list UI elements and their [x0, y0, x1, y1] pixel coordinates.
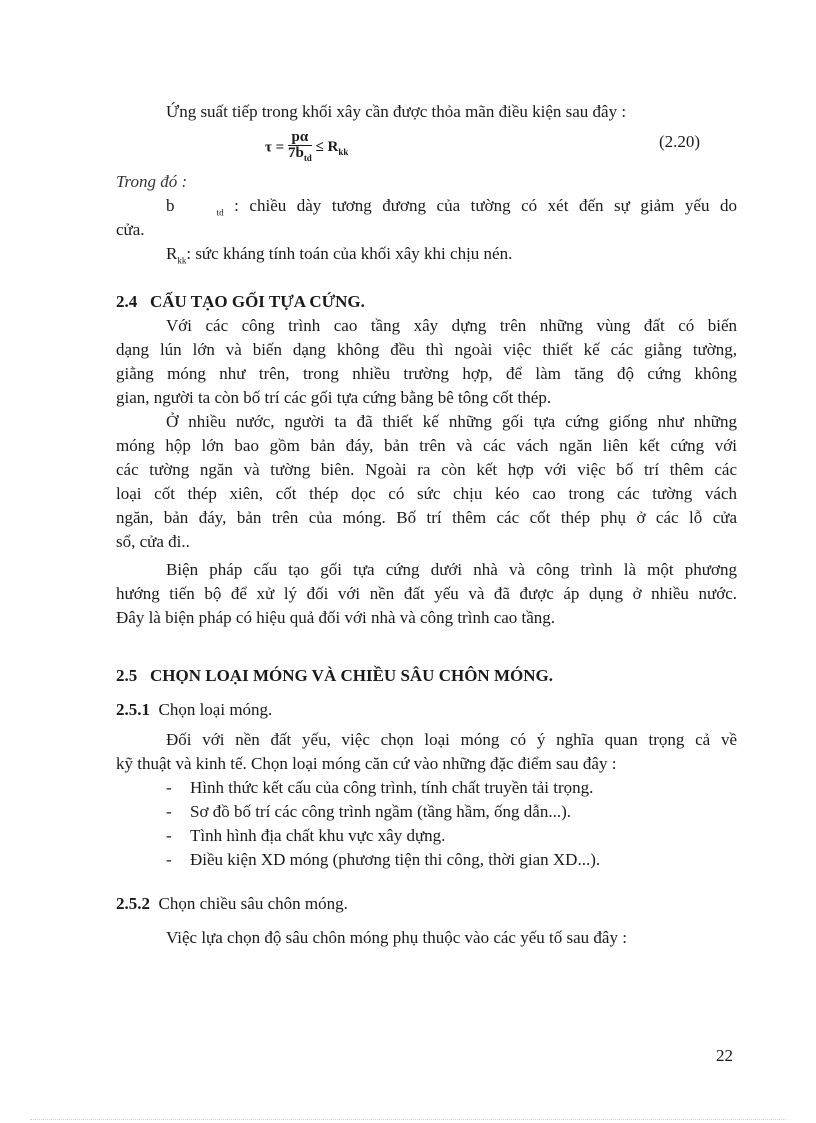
- s24-p1-line1: Với các công trình cao tầng xây dựng trên những vùng đất có biến: [166, 316, 737, 335]
- bullet-marker: -: [166, 850, 172, 869]
- def2-sub: kk: [177, 255, 187, 266]
- formula-tau: τ =: [265, 139, 285, 156]
- formula-rhs: [315, 139, 349, 158]
- bullet-item-4: Điều kiện XD móng (phương tiện thi công, thời gian XD...).: [190, 850, 601, 869]
- page-number: 22: [716, 1046, 733, 1065]
- def1-symbol: b: [166, 196, 175, 215]
- section-2-5-2-heading: [116, 892, 348, 916]
- def2-text: : sức kháng tính toán của khối xây khi chịu nén.: [186, 244, 513, 263]
- bullet-item-2: Sơ đồ bố trí các công trình ngầm (tầng hầm, ống dẫn...).: [190, 802, 572, 821]
- def1-text: : chiều dày tương đương của tường có xét đến sự giảm yếu do: [234, 196, 738, 215]
- formula-denominator-sub: td: [303, 153, 312, 163]
- def1-line1: [166, 194, 737, 224]
- formula-fraction: [288, 130, 312, 166]
- section-2-4-heading: [116, 290, 365, 314]
- s24-p3-line1: Biện pháp cấu tạo gối tựa cứng dưới nhà và công trình là một phương: [166, 560, 737, 579]
- section-2-5-2-number: 2.5.2: [116, 894, 150, 913]
- def2-symbol: R: [166, 244, 178, 263]
- section-2-5-title: CHỌN LOẠI MÓNG VÀ CHIỀU SÂU CHÔN MÓNG.: [150, 666, 553, 685]
- s252-p1: Việc lựa chọn độ sâu chôn móng phụ thuộc vào các yếu tố sau đây :: [166, 928, 627, 947]
- section-2-5-2-title: Chọn chiều sâu chôn móng.: [158, 894, 348, 913]
- formula-denominator-base: 7b: [287, 145, 304, 161]
- s24-p2-line4: loại cốt thép xiên, cốt thép dọc có sức chịu kéo cao trong các tường vách: [116, 484, 737, 503]
- formula-denominator: [288, 146, 312, 166]
- bullet-item-3: Tình hình địa chất khu vực xây dựng.: [190, 826, 446, 845]
- s251-p1-line2: kỹ thuật và kinh tế. Chọn loại móng căn cứ vào những đặc điểm sau đây :: [116, 754, 617, 773]
- where-label: Trong đó :: [116, 172, 188, 191]
- formula-rhs-base: ≤ R: [315, 139, 339, 156]
- s24-p2-line2: móng hộp lớn bao gồm bản đáy, bản trên và các vách ngăn liên kết cứng với: [116, 436, 737, 455]
- bullet-item-1: Hình thức kết cấu của công trình, tính chất truyền tải trọng.: [190, 778, 594, 797]
- s24-p2-line6: sổ, cửa đi..: [116, 532, 190, 551]
- section-2-5-number: 2.5: [116, 666, 138, 685]
- s24-p2-line5: ngăn, bản đáy, bản trên của móng. Bố trí thêm các cốt thép phụ ở các lỗ cửa: [116, 508, 737, 527]
- def2: [166, 242, 512, 272]
- s24-p1-line3: giằng móng như trên, trong nhiều trường hợp, để làm tăng độ cứng không: [116, 364, 737, 383]
- s24-p2-line1: Ở nhiều nước, người ta đã thiết kế những gối tựa cứng giống như những: [166, 412, 737, 431]
- section-2-4-title: CẤU TẠO GỐI TỰA CỨNG.: [150, 292, 365, 311]
- s24-p1-line2: dạng lún lớn và biến dạng không đều thì ngoài việc thiết kế các giằng tường,: [116, 340, 737, 359]
- def1-line2: cửa.: [116, 220, 145, 239]
- formula-numerator: pα: [288, 130, 312, 146]
- bullet-marker: -: [166, 826, 172, 845]
- bullet-marker: -: [166, 802, 172, 821]
- footer-divider: [30, 1119, 786, 1120]
- section-2-5-1-number: 2.5.1: [116, 700, 150, 719]
- bullet-marker: -: [166, 778, 172, 797]
- section-2-5-1-heading: [116, 698, 272, 722]
- formula-2-20: [265, 130, 348, 164]
- def1-sub: td: [216, 207, 224, 218]
- section-2-5-heading: [116, 664, 553, 688]
- s24-p3-line3: Đây là biện pháp có hiệu quả đối với nhà và công trình cao tầng.: [116, 608, 556, 627]
- section-2-4-number: 2.4: [116, 292, 138, 311]
- s24-p1-line4: gian, người ta còn bố trí các gối tựa cứng bằng bê tông cốt thép.: [116, 388, 552, 407]
- intro-text: Ứng suất tiếp trong khối xây cần được thỏa mãn điều kiện sau đây :: [166, 102, 627, 121]
- s24-p3-line2: hướng tiến bộ để xử lý đối với nền đất yếu và đã được áp dụng ở nhiều nước.: [116, 584, 737, 603]
- s24-p2-line3: các tường ngăn và tường biên. Ngoài ra còn kết hợp với việc bố trí thêm các: [116, 460, 737, 479]
- s251-p1-line1: Đối với nền đất yếu, việc chọn loại móng có ý nghĩa quan trọng cả về: [166, 730, 737, 749]
- section-2-5-1-title: Chọn loại móng.: [158, 700, 273, 719]
- formula-rhs-sub: kk: [338, 147, 349, 158]
- formula-number: (2.20): [659, 132, 701, 151]
